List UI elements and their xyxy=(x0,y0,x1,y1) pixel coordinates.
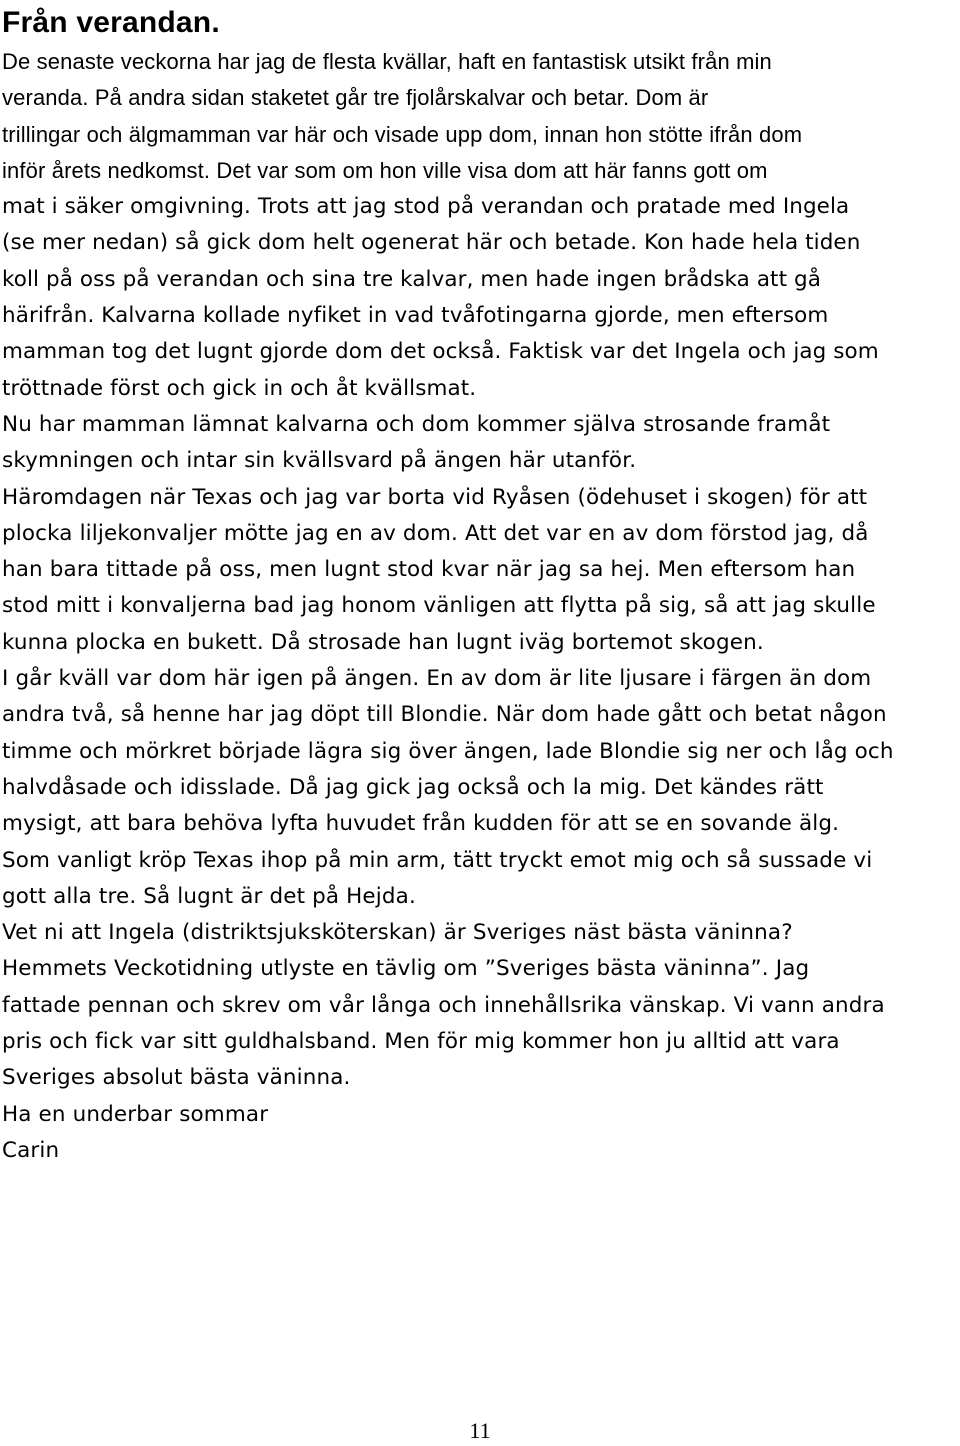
text-line: De senaste veckorna har jag de flesta kvällar, haft en fantastisk utsikt från min xyxy=(2,49,772,74)
text-line: Sveriges absolut bästa väninna. xyxy=(2,1065,351,1091)
text-line: han bara tittade på oss, men lugnt stod kvar när jag sa hej. Men eftersom han xyxy=(2,557,856,583)
text-line: Nu har mamman lämnat kalvarna och dom kommer själva strosande framåt xyxy=(2,411,831,437)
text-line: Hemmets Veckotidning utlyste en tävlig om ”Sveriges bästa väninna”. Jag xyxy=(2,956,810,982)
text-line: kunna plocka en bukett. Då strosade han lugnt iväg bortemot skogen. xyxy=(2,629,764,655)
text-line: Ha en underbar sommar xyxy=(2,1101,269,1127)
text-line: (se mer nedan) så gick dom helt ogenerat här och betade. Kon hade hela tiden xyxy=(2,230,861,256)
text-line: koll på oss på verandan och sina tre kalvar, men hade ingen brådska att gå xyxy=(2,266,821,292)
text-line: skymningen och intar sin kvällsvard på ängen här utanför. xyxy=(2,448,637,474)
text-line: trillingar och älgmamman var här och visade upp dom, innan hon stötte ifrån dom xyxy=(2,121,803,147)
text-line: stod mitt i konvaljerna bad jag honom vänligen att flytta på sig, så att jag skulle xyxy=(2,593,876,619)
text-line: gott alla tre. Så lugnt är det på Hejda. xyxy=(2,883,416,909)
text-line: plocka liljekonvaljer mötte jag en av dom. Att det var en av dom förstod jag, då xyxy=(2,520,869,546)
text-line: Som vanligt kröp Texas ihop på min arm, tätt tryckt emot mig och så sussade vi xyxy=(2,847,873,873)
text-line: härifrån. Kalvarna kollade nyfiket in vad tvåfotingarna gjorde, men eftersom xyxy=(2,303,829,329)
article-body xyxy=(2,44,958,1169)
text-line: Vet ni att Ingela (distriktsjuksköterskan) är Sveriges näst bästa väninna? xyxy=(2,920,793,946)
text-line: mysigt, att bara behöva lyfta huvudet från kudden för att se en sovande älg. xyxy=(2,811,840,837)
text-line: mamman tog det lugnt gjorde dom det också. Faktisk var det Ingela och jag som xyxy=(2,339,879,365)
text-line: Carin xyxy=(2,1137,60,1163)
text-line: halvdåsade och idisslade. Då jag gick jag också och la mig. Det kändes rätt xyxy=(2,774,824,800)
text-line: tröttnade först och gick in och åt kvällsmat. xyxy=(2,375,477,401)
text-line: inför årets nedkomst. Det var som om hon ville visa dom att här fanns gott om xyxy=(2,157,768,183)
article-title: Från verandan. xyxy=(2,6,220,39)
text-line: I går kväll var dom här igen på ängen. En av dom är lite ljusare i färgen än dom xyxy=(2,666,872,692)
text-line: mat i säker omgivning. Trots att jag stod på verandan och pratade med Ingela xyxy=(2,194,850,220)
document-page xyxy=(2,4,958,42)
text-line: veranda. På andra sidan staketet går tre fjolårskalvar och betar. Dom är xyxy=(2,85,709,111)
text-line: timme och mörkret började lägra sig över ängen, lade Blondie sig ner och låg och xyxy=(2,738,894,764)
text-line: fattade pennan och skrev om vår långa och innehållsrika vänskap. Vi vann andra xyxy=(2,992,885,1018)
page-number: 11 xyxy=(469,1418,491,1443)
text-line: andra två, så henne har jag döpt till Blondie. När dom hade gått och betat någon xyxy=(2,702,887,728)
text-line: pris och fick var sitt guldhalsband. Men för mig kommer hon ju alltid att vara xyxy=(2,1029,840,1055)
text-line: Häromdagen när Texas och jag var borta vid Ryåsen (ödehuset i skogen) för att xyxy=(2,484,868,510)
